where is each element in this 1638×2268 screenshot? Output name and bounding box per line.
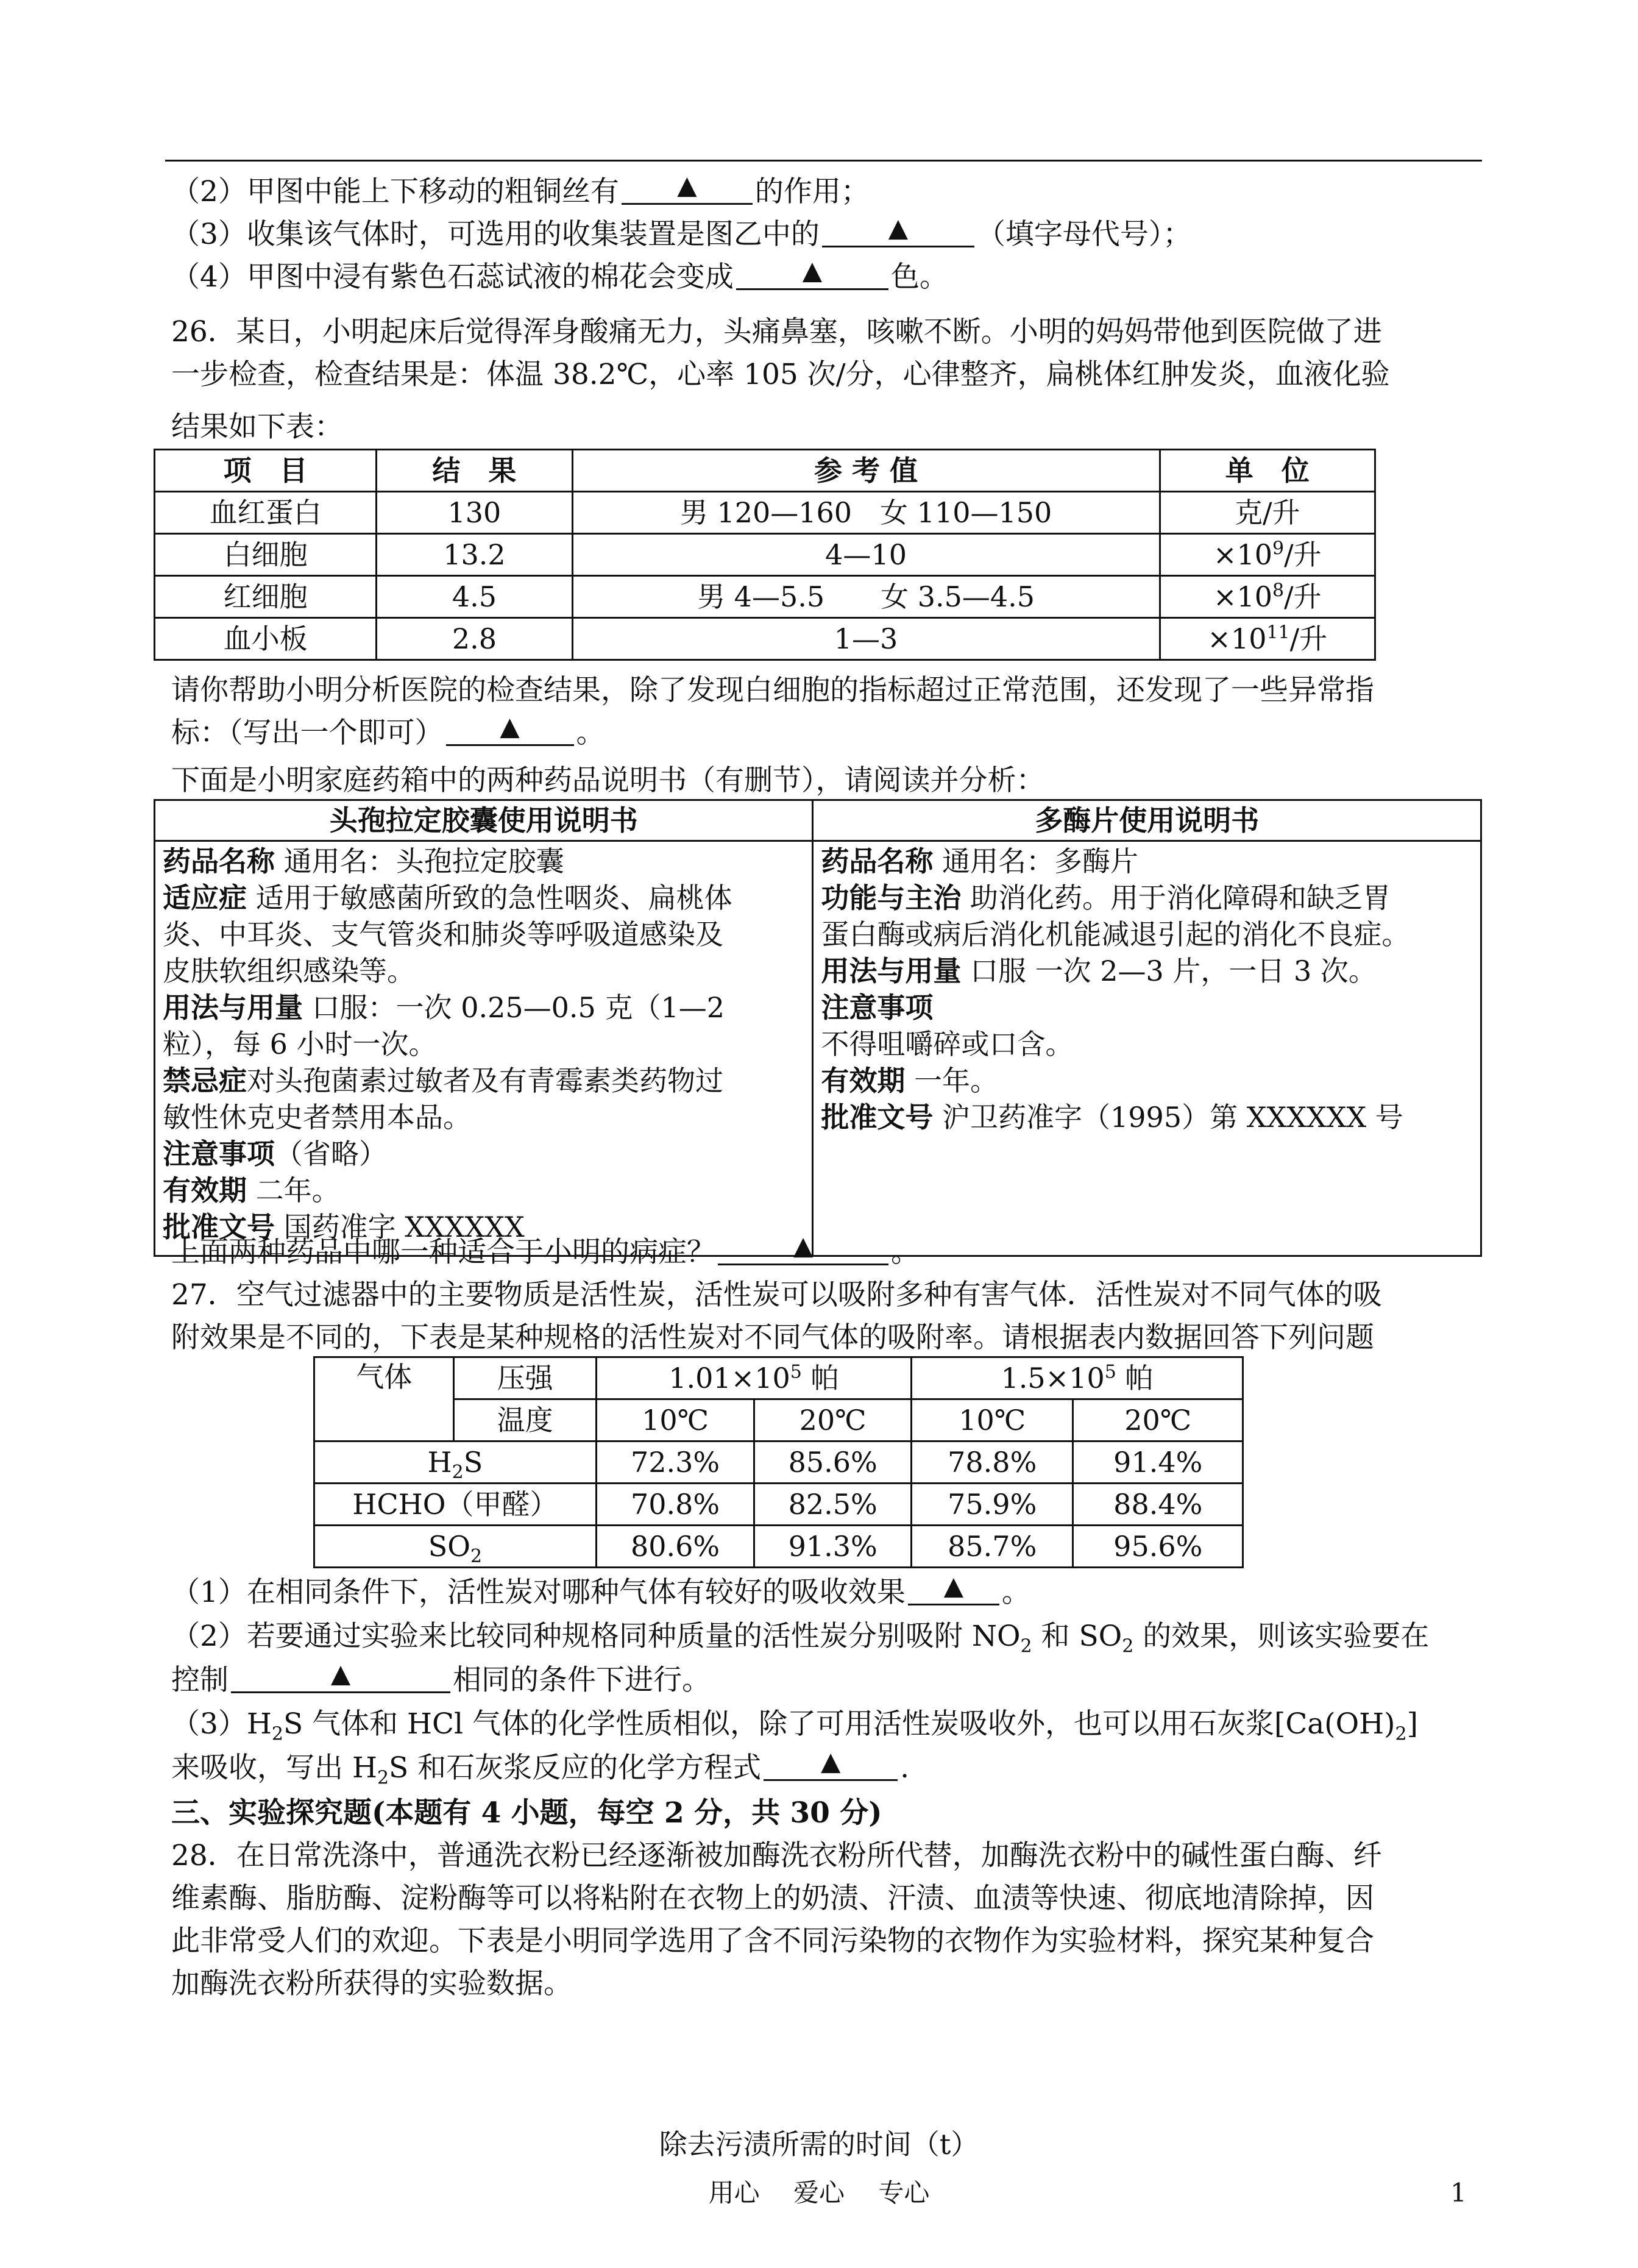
cell-value: 78.8%: [911, 1441, 1073, 1484]
q26-ask-3: 上面两种药品中哪一种适合于小明的病症？ ▲ 。: [171, 1231, 920, 1269]
header-temp-value: 10℃: [911, 1399, 1073, 1441]
header-result: 结 果: [377, 450, 572, 492]
answer-blank: ▲: [231, 1661, 450, 1693]
header-rule: [165, 160, 1482, 162]
header-temp-value: 20℃: [1073, 1399, 1243, 1441]
table-row: [314, 1441, 1243, 1484]
right-drug-details: 药品名称 通用名：多酶片 功能与主治 助消化药。用于消化障碍和缺乏胃 蛋白酶或病后消化机能减退引起的消化不良症。 用法与用量 口服 一次 2—3 片，一日 3 次。 注意事项 不得咀嚼碎或口含。 有效期 一年。 批准文号 沪卫药准字（1995）第 XXXXXX 号: [813, 841, 1481, 1256]
header-pressure: 压强: [454, 1357, 596, 1399]
cell-reference: 4—10: [572, 534, 1160, 576]
header-temp-value: 10℃: [596, 1399, 754, 1441]
cell-value: 91.4%: [1073, 1441, 1243, 1484]
cell-value: 91.3%: [754, 1526, 912, 1568]
header-reference: 参 考 值: [572, 450, 1160, 492]
q27-sub3-line1: $(3)H_2S$ 气体和 HCl 气体的化学性质相似，除了可用活性炭吸收外，也可以用石灰浆$[Ca(OH)_2]$: [171, 1707, 1418, 1745]
table-row: [155, 576, 1375, 618]
q27-sub1: （1）在相同条件下，活性炭对哪种气体有较好的吸收效果 ▲ 。: [171, 1571, 1030, 1609]
cell-value: 70.8%: [596, 1484, 754, 1526]
table-header-row: [155, 450, 1375, 492]
header-temperature: 温度: [454, 1399, 596, 1441]
table-row: [314, 1526, 1243, 1568]
q26-ask-1: 请你帮助小明分析医院的检查结果，除了发现白细胞的指标超过正常范围，还发现了一些异常指: [171, 674, 1374, 707]
answer-blank: ▲: [736, 258, 888, 290]
cell-value: 72.3%: [596, 1441, 754, 1484]
cell-gas-name: $H_2S$: [314, 1441, 597, 1484]
cell-item: 红细胞: [155, 576, 377, 618]
cell-item: 血红蛋白: [155, 492, 377, 534]
cell-value: 85.7%: [911, 1526, 1073, 1568]
header-pressure-2: $1.5\times 10^5$ 帕: [911, 1357, 1243, 1399]
q26-para-3: 结果如下表：: [171, 410, 343, 444]
blood-test-table: [154, 449, 1376, 661]
drug-body-row: [155, 841, 1481, 1256]
q28-para-3: 此非常受人们的欢迎。下表是小明同学选用了含不同污染物的衣物作为实验材料，探究某种复合: [171, 1924, 1374, 1958]
cell-result: 2.8: [377, 618, 572, 660]
q25-sub2: （2）甲图中能上下移动的粗铜丝有 ▲ 的作用；: [171, 170, 870, 208]
cell-unit: $\times 10^{11}/$升: [1160, 618, 1375, 660]
q28-para-2: 维素酶、脂肪酶、淀粉酶等可以将粘附在衣物上的奶渍、汗渍、血渍等快速、彻底地清除掉，因: [171, 1882, 1374, 1915]
header-unit: 单 位: [1160, 450, 1375, 492]
answer-blank: ▲: [446, 714, 574, 746]
table-caption: 除去污渍所需的时间（t）: [659, 2128, 979, 2161]
cell-gas-name: $SO_2$: [314, 1526, 597, 1568]
q27-sub2-line2: 控制 ▲ 相同的条件下进行。: [171, 1658, 711, 1697]
table-row: [155, 618, 1375, 660]
answer-blank: ▲: [908, 1573, 999, 1605]
q26-para-1: 26．某日，小明起床后觉得浑身酸痛无力，头痛鼻塞，咳嗽不断。小明的妈妈带他到医院做了进: [171, 315, 1382, 349]
section-heading: 三、实验探究题(本题有 4 小题，每空 2 分，共 30 分): [171, 1796, 882, 1830]
cell-value: 88.4%: [1073, 1484, 1243, 1526]
q25-sub4: （4）甲图中浸有紫色石蕊试液的棉花会变成 ▲ 色。: [171, 255, 948, 294]
table-row: [314, 1484, 1243, 1526]
cell-result: 13.2: [377, 534, 572, 576]
q25-sub3: （3）收集该气体时，可选用的收集装置是图乙中的 ▲ （填字母代号）；: [171, 213, 1192, 251]
cell-item: 白细胞: [155, 534, 377, 576]
cell-reference: 男 4—5.5 女 3.5—4.5: [572, 576, 1160, 618]
page-number: 1: [1450, 2178, 1467, 2208]
q27-para-1: 27．空气过滤器中的主要物质是活性炭，活性炭可以吸附多种有害气体．活性炭对不同气体的吸: [171, 1278, 1382, 1312]
gas-adsorption-table: [313, 1356, 1244, 1568]
q27-sub3-line2: 来吸收，写出 $H_2S$ 和石灰浆反应的化学方程式 ▲ .: [171, 1746, 910, 1789]
answer-blank: ▲: [622, 172, 753, 205]
cell-unit: 克/升: [1160, 492, 1375, 534]
q28-para-1: 28．在日常洗涤中，普通洗衣粉已经逐渐被加酶洗衣粉所代替，加酶洗衣粉中的碱性蛋白酶、纤: [171, 1839, 1382, 1872]
drug-header-row: [155, 800, 1481, 841]
header-temp-value: 20℃: [754, 1399, 912, 1441]
header-pressure-1: $1.01\times 10^5$ 帕: [596, 1357, 911, 1399]
cell-value: 75.9%: [911, 1484, 1073, 1526]
cell-gas-name: HCHO（甲醛）: [314, 1484, 597, 1526]
q26-ask-2: 标：（写出一个即可） ▲ 。: [171, 711, 605, 750]
q26-drug-intro: 下面是小明家庭药箱中的两种药品说明书（有删节），请阅读并分析：: [171, 764, 1045, 797]
drug-instructions-table: [154, 799, 1482, 1257]
cell-unit: $\times 10^8/$升: [1160, 576, 1375, 618]
header-item: 项 目: [155, 450, 377, 492]
answer-blank: ▲: [822, 215, 974, 247]
table-row: [155, 492, 1375, 534]
cell-unit: $\times 10^9/$升: [1160, 534, 1375, 576]
cell-reference: 1—3: [572, 618, 1160, 660]
cell-value: 82.5%: [754, 1484, 912, 1526]
cell-item: 血小板: [155, 618, 377, 660]
q27-para-2: 附效果是不同的，下表是某种规格的活性炭对不同气体的吸附率。请根据表内数据回答下列问题: [171, 1321, 1374, 1354]
answer-blank: ▲: [718, 1233, 888, 1265]
q28-para-4: 加酶洗衣粉所获得的实验数据。: [171, 1967, 572, 2000]
cell-value: 80.6%: [596, 1526, 754, 1568]
cell-reference: 男 120—160 女 110—150: [572, 492, 1160, 534]
left-drug-details: 药品名称 通用名：头孢拉定胶囊 适应症 适用于敏感菌所致的急性咽炎、扁桃体 炎、中耳炎、支气管炎和肺炎等呼吸道感染及 皮肤软组织感染等。 用法与用量 口服：一次 0.25—0.5 克（1—2 粒），每 6 小时一次。 禁忌症对头孢菌素过敏者及有青霉素类药物过 敏性休克史者禁用本品。 注意事项（省略） 有效期 二年。 批准文号 国药准字 XXXXXX: [155, 841, 813, 1256]
page-footer: 用心 爱心 专心: [708, 2178, 930, 2208]
cell-result: 130: [377, 492, 572, 534]
right-drug-title: 多酶片使用说明书: [813, 800, 1481, 841]
table-header-row: [314, 1357, 1243, 1399]
left-drug-title: 头孢拉定胶囊使用说明书: [155, 800, 813, 841]
cell-value: 85.6%: [754, 1441, 912, 1484]
cell-result: 4.5: [377, 576, 572, 618]
table-header-row: [314, 1399, 1243, 1441]
q26-para-2: 一步检查，检查结果是：体温 38.2℃，心率 105 次/分，心律整齐，扁桃体红肿发炎，血液化验: [171, 358, 1390, 391]
q27-sub2-line1: （2）若要通过实验来比较同种规格同种质量的活性炭分别吸附 $NO_2$ 和 $SO_2$ 的效果，则该实验要在: [171, 1619, 1430, 1657]
answer-blank: ▲: [764, 1749, 898, 1781]
cell-value: 95.6%: [1073, 1526, 1243, 1568]
header-gas: 气体: [314, 1357, 454, 1441]
table-row: [155, 534, 1375, 576]
